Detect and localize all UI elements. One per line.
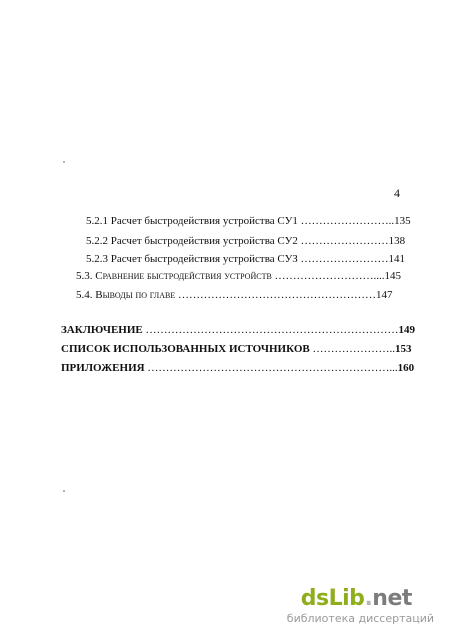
toc-entry-5-3 [76,270,401,283]
toc-page-number: 138 [388,235,406,247]
toc-entry-title: ЗАКЛЮЧЕНИЕ [61,324,146,336]
scan-speck [63,161,65,163]
toc-page-number: 141 [388,253,405,265]
toc-entry-title: 5.3. Сравнение быстродействия устройств [76,270,275,282]
toc-entry-title: 5.2.1 Расчет быстродействия устройства СУ1 [86,215,301,227]
toc-leader-dots: …………………………………………………………… [145,324,399,336]
scan-speck [63,490,65,492]
dslib-logo [301,588,434,610]
logo-tld: net [372,586,412,611]
toc-entry-5-2-3 [86,253,405,266]
toc-entry-title: 5.2.3 Расчет быстродействия устройства СУЗ [86,253,301,265]
toc-leader-dots: …………………….. [300,215,395,227]
toc-page-number: 135 [394,215,411,227]
dslib-watermark [286,586,434,626]
toc-leader-dots: …………………… [300,253,389,265]
toc-entry-appendices [61,362,414,375]
toc-entry-5-2-2 [86,235,405,248]
toc-entry-title: ПРИЛОЖЕНИЯ [61,362,148,374]
toc-page-number: 160 [397,362,415,374]
toc-entry-title: 5.4. Выводы по главе [76,289,178,301]
toc-page-number: 153 [394,343,412,355]
logo-dot: . [364,586,373,611]
toc-leader-dots: ………………….. [312,343,395,355]
toc-entry-5-4 [76,289,392,302]
toc-entry-5-2-1 [86,215,411,228]
page-number: 4 [394,186,400,200]
toc-entry-references [61,343,411,356]
logo-main: dsLib [300,586,365,611]
toc-leader-dots: ……………………………………………… [177,289,376,301]
toc-entry-title: СПИСОК ИСПОЛЬЗОВАННЫХ ИСТОЧНИКОВ [61,343,313,355]
toc-page-number: 145 [384,270,402,282]
watermark-tagline: библиотека диссертаций [286,612,434,625]
toc-leader-dots: …………………………………………………………... [147,362,398,374]
toc-entry-title: 5.2.2 Расчет быстродействия устройства СУ2 [86,235,301,247]
toc-page-number: 149 [398,324,415,336]
toc-entry-conclusion [61,324,415,337]
toc-page-number: 147 [375,289,393,301]
toc-leader-dots: …………………… [300,235,389,247]
toc-leader-dots: ……………………….... [274,270,385,282]
